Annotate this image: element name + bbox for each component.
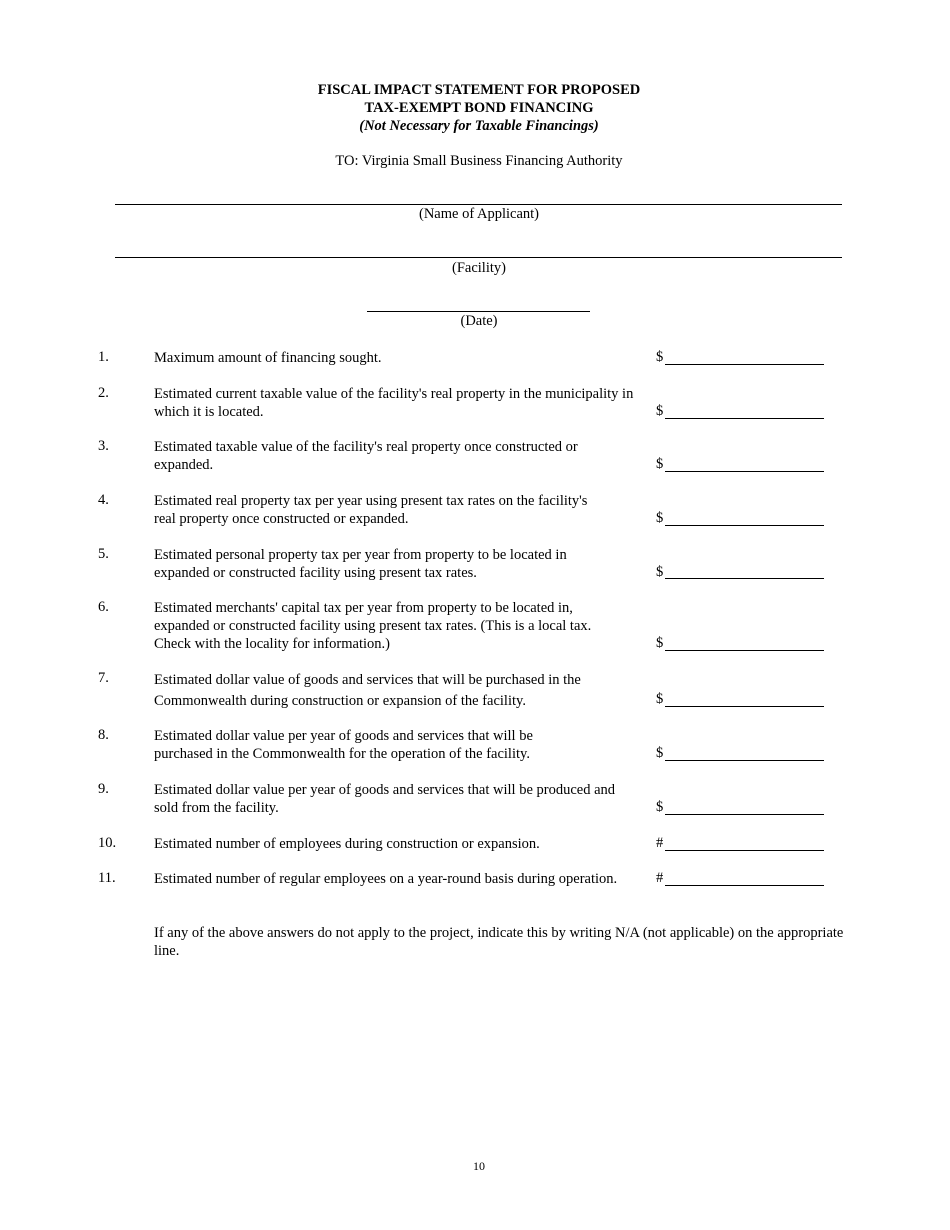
date-label: (Date): [460, 313, 498, 329]
answer-line[interactable]: [665, 650, 824, 651]
currency-symbol: $: [656, 403, 664, 419]
answer-line[interactable]: [665, 850, 824, 851]
answer-line[interactable]: [665, 525, 824, 526]
item-number: 2.: [98, 385, 109, 401]
applicant-label: (Name of Applicant): [419, 206, 539, 222]
item-question: Estimated current taxable value of the facility's real property in the municipality in which it is located.: [154, 386, 634, 420]
facility-label: (Facility): [452, 260, 506, 276]
count-symbol: #: [656, 835, 664, 851]
answer-line[interactable]: [665, 706, 824, 707]
item-number: 8.: [98, 727, 109, 743]
answer-line[interactable]: [665, 578, 824, 579]
currency-symbol: $: [656, 635, 664, 651]
title-line-2: TAX-EXEMPT BOND FINANCING: [364, 100, 594, 116]
title-line-1: FISCAL IMPACT STATEMENT FOR PROPOSED: [317, 82, 641, 98]
answer-line[interactable]: [665, 760, 824, 761]
item-question: Estimated dollar value per year of goods and services that will be purchased in the Commonwealth for the operation of the facility.: [154, 728, 533, 762]
to-line: TO: Virginia Small Business Financing Authority: [335, 153, 623, 169]
item-question: Estimated merchants' capital tax per year from property to be located in, expanded or constructed facility using present tax rates. (This is a local tax. Check with the locality for information.): [154, 600, 592, 652]
item-question: Maximum amount of financing sought.: [154, 350, 382, 366]
currency-symbol: $: [656, 510, 664, 526]
answer-line[interactable]: [665, 364, 824, 365]
item-number: 3.: [98, 438, 109, 454]
currency-symbol: $: [656, 349, 664, 365]
answer-line[interactable]: [665, 418, 824, 419]
currency-symbol: $: [656, 691, 664, 707]
answer-line[interactable]: [665, 885, 824, 886]
item-number: 4.: [98, 492, 109, 508]
item-number: 7.: [98, 670, 109, 686]
item-question: Estimated taxable value of the facility's real property once constructed or expanded.: [154, 439, 578, 473]
item-question: Estimated real property tax per year using present tax rates on the facility's real property once constructed or expanded.: [154, 493, 588, 527]
applicant-name-field[interactable]: [115, 204, 842, 205]
answer-line[interactable]: [665, 814, 824, 815]
item-number: 11.: [98, 870, 116, 886]
answer-line[interactable]: [665, 471, 824, 472]
item-number: 6.: [98, 599, 109, 615]
item-number: 10.: [98, 835, 117, 851]
item-number: 9.: [98, 781, 109, 797]
facility-field[interactable]: [115, 257, 842, 258]
item-number: 5.: [98, 546, 109, 562]
currency-symbol: $: [656, 745, 664, 761]
item-number: 1.: [98, 349, 109, 365]
page-number: 10: [473, 1159, 485, 1173]
currency-symbol: $: [656, 456, 664, 472]
subtitle: (Not Necessary for Taxable Financings): [359, 118, 599, 134]
footer-note: If any of the above answers do not apply to the project, indicate this by writing N/A (not applicable) on the appropriate line.: [154, 925, 844, 959]
item-question: Estimated personal property tax per year from property to be located in expanded or constructed facility using present tax rates.: [154, 547, 567, 581]
currency-symbol: $: [656, 564, 664, 580]
item-question: Estimated dollar value of goods and services that will be purchased in the Commonwealth during construction or expansion of the facility.: [154, 672, 581, 709]
item-question: Estimated number of employees during construction or expansion.: [154, 836, 540, 852]
date-field[interactable]: [367, 311, 590, 312]
count-symbol: #: [656, 870, 664, 886]
currency-symbol: $: [656, 799, 664, 815]
item-question: Estimated dollar value per year of goods and services that will be produced and sold from the facility.: [154, 782, 616, 816]
item-question: Estimated number of regular employees on a year-round basis during operation.: [154, 871, 618, 887]
